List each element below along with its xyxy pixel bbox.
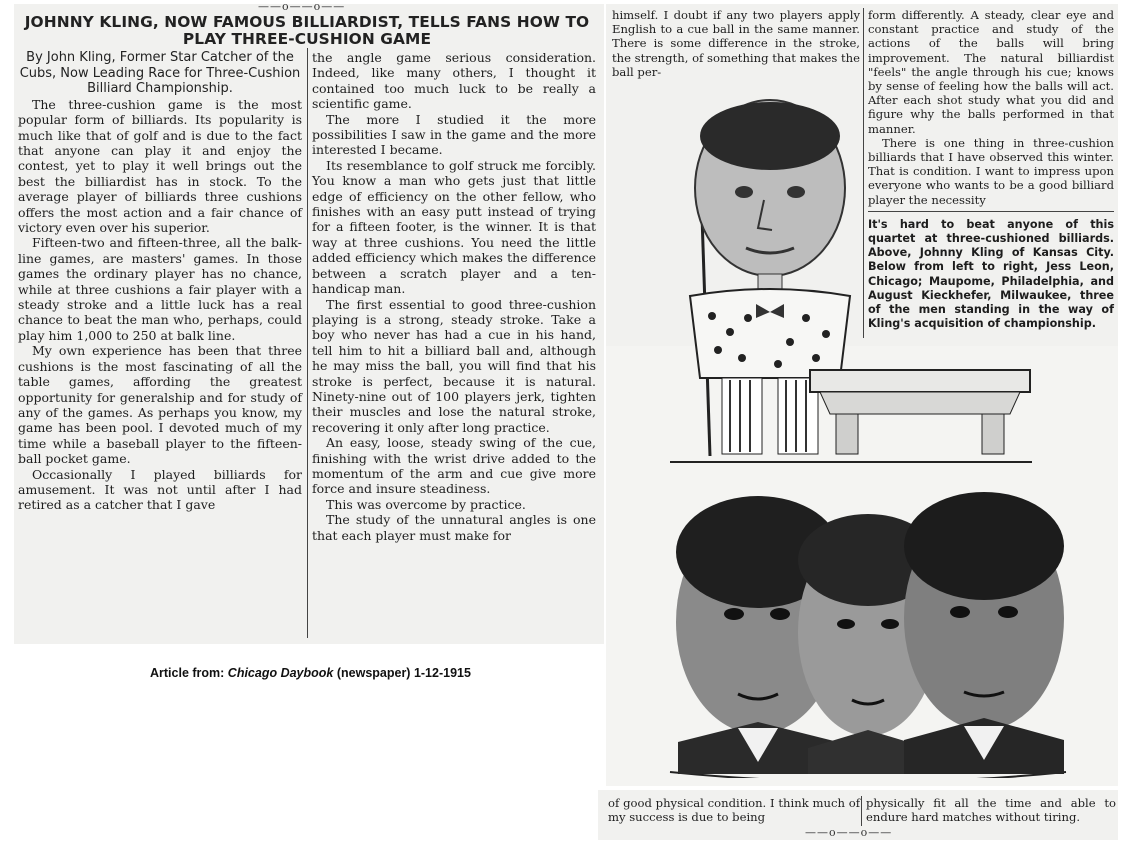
bottom-ornament: ——o——o—— [805,826,893,839]
caricature-kling-with-cue-and-billiard-table [660,96,1040,476]
source-credit [150,666,471,680]
paragraph: himself. I doubt if any two players apply English to a cue ball in the same manner. There is some difference in the stroke, the strength, of something that makes the ball per- [612,8,861,79]
source-publication: Chicago Daybook [227,666,334,680]
source-prefix: Article from: [150,666,228,680]
paragraph: form differently. A steady, clear eye and constant practice and study of the actions of the balls will bring improvement. The natural billiardist "feels" the angle through his cue; knows by sense of feeling how the balls will act. After each shot study what you did and figure why the balls performed in that manner. [868,8,1114,136]
paragraph: The more I studied it the more possibilities I saw in the game and the more interested I became. [312,111,596,158]
bottom-column-left [608,796,860,825]
paragraph: This was overcome by practice. [326,496,526,512]
article-column-1 [18,50,302,513]
portrait-three-players [668,482,1068,778]
top-ornament: ——o——o—— [258,0,346,13]
column-divider [307,48,308,638]
paragraph: An easy, loose, steady swing of the cue, finishing with the wrist drive added to the momentum of the arm and cue give more force and insure steadiness. [312,435,596,497]
paragraph: Its resemblance to golf struck me forcibly. You know a man who gets just that little edge of efficiency on the other fellow, who finishes with an easy putt instead of trying for a fifteen footer, is the winner. It is that way at three cushions. You need the little added efficiency which makes the difference between a scratch player and a ten-handicap man. [312,157,596,297]
paragraph: My own experience has been that three cushions is the most fascinating of all the table games, affording the greatest opportunity for generalship and for study of any of the games. As perhaps you know, my game has been pool. I devoted much of my time while a baseball player to the fifteen-ball pocket game. [18,343,302,467]
paragraph: the angle game serious consideration. Indeed, like many others, I thought it contained too much luck to be really a scientific game. [312,50,596,112]
headline: JOHNNY KLING, NOW FAMOUS BILLIARDIST, TELLS FANS HOW TO PLAY THREE-CUSHION GAME [24,13,590,48]
paragraph: The three-cushion game is the most popular form of billiards. Its popularity is much like that of golf and is due to the fact that anyone can play it and enjoy the contest, yet to play it well brings out the best the billiardist has in stock. To the average player of billiards three cushions offers the most action and a fair chance of victory even over his superior. [18,96,302,236]
byline: By John Kling, Former Star Catcher of the Cubs, Now Leading Race for Three-Cushion Billiard Championship. [19,50,301,97]
article-column-3 [612,8,860,79]
paragraph: The first essential to good three-cushion playing is a strong, steady stroke. Take a boy who never has had a cue in his hand, tell him to hit a billiard ball and, although he may miss the ball, you will find that his stroke is perfect, because it is natural. Ninety-nine out of 100 players jerk, tighten their muscles and lose the natural stroke, recovering it only after long practice. [312,296,596,435]
bottom-column-right [866,796,1116,825]
article-column-2 [312,50,596,543]
paragraph: Fifteen-two and fifteen-three, all the balk-line games, are masters' games. In those games the ordinary player has no chance, while at three cushions a fair player with a steady stroke and a little luck has a real chance to beat the man who, perhaps, could play him 1,000 to 250 at balk line. [18,235,302,343]
paragraph: of good physical condition. I think much of my success is due to being [608,796,860,825]
source-suffix: (newspaper) 1-12-1915 [333,666,471,680]
column-divider [861,796,862,826]
paragraph: physically fit all the time and able to endure hard matches without tiring. [866,796,1116,825]
paragraph: Occasionally I played billiards for amusement. It was not until after I had retired as a catcher that I gave [18,466,302,513]
paragraph: There is one thing in three-cushion billiards that I have observed this winter. That is condition. I want to impress upon everyone who wants to be a good billiard player the necessity [868,135,1114,207]
photo-caption: It's hard to beat anyone of this quartet at three-cushioned billiards. Above, Johnny Kling of Kansas City. Below from left to right, Jess Leon, Chicago; Maupome, Philadelphia, and August Kieckhefer, Milwaukee, three of the men standing in the way of Kling's acquisition of championship. [868,217,1114,331]
paragraph: The study of the unnatural angles is one that each player must make for [312,512,596,543]
